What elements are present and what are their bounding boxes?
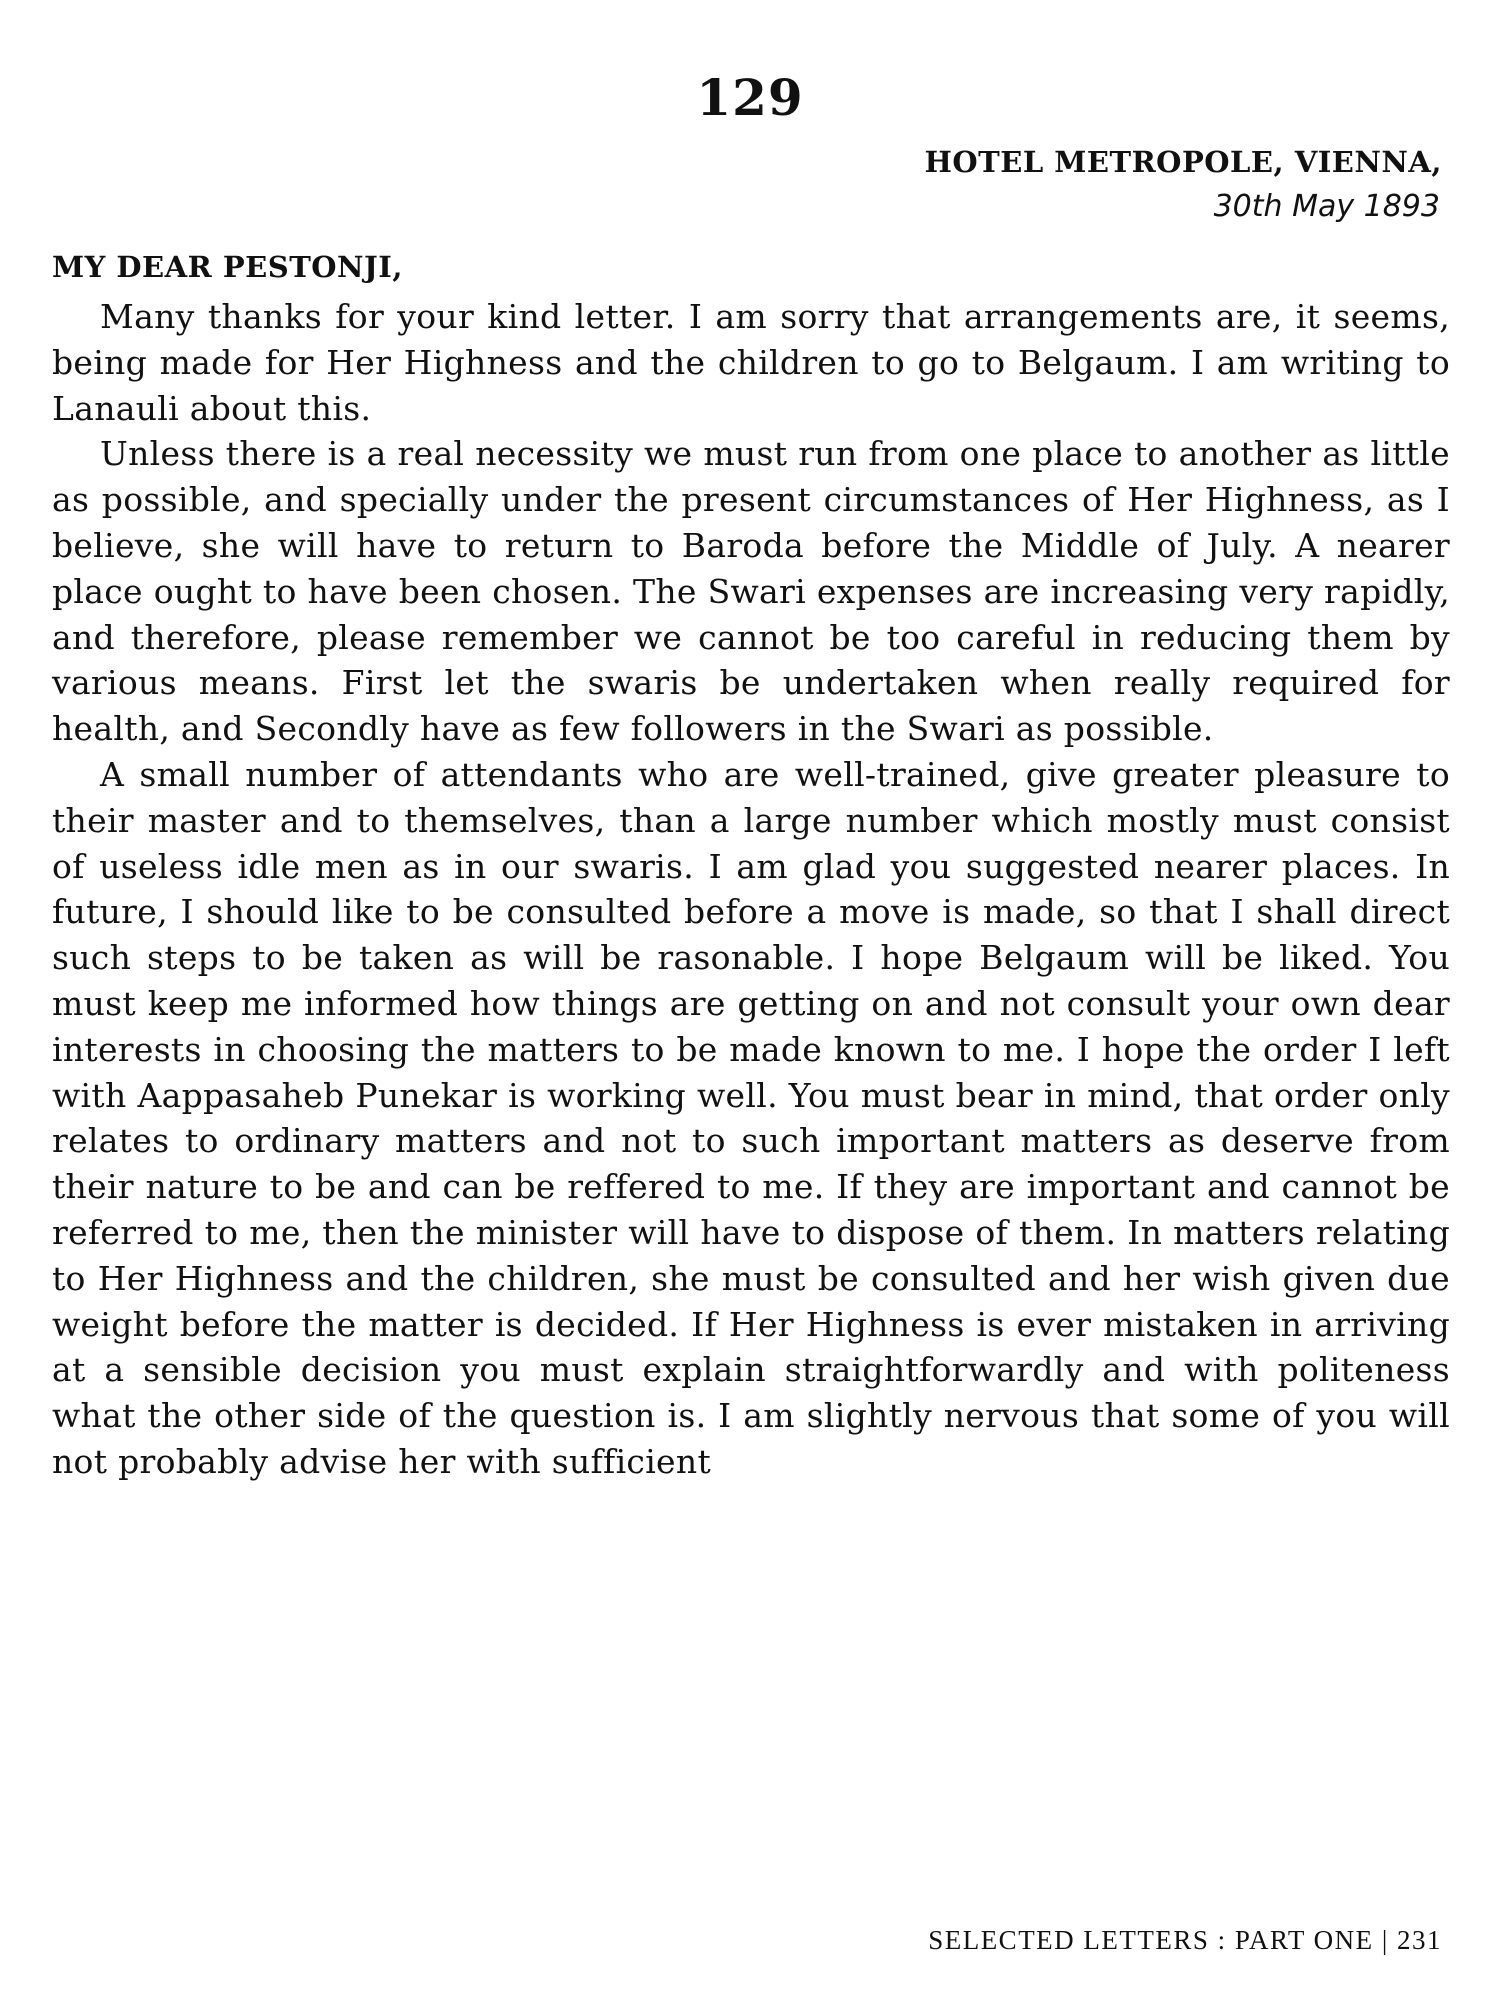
paragraph-2: Unless there is a real necessity we must run from one place to another as little as possible, and specially under the present circumstances of Her Highness, as I believe, she will have to return to Baroda before the Middle of July. A nearer place ought to have been chosen. The Swari expenses are increasing very rapidly, and therefore, please remember we cannot be too careful in reducing them by various means. First let the swaris be undertaken when really required for health, and Secondly have as few followers in the Swari as possible. [52,434,1450,749]
letter-body [52,294,1450,1485]
sender-address: HOTEL METROPOLE, VIENNA, [924,145,1442,179]
salutation: MY DEAR PESTONJI, [52,250,403,284]
letter-number: 129 [696,68,804,127]
paragraph-3: A small number of attendants who are well-trained, give greater pleasure to their master and to themselves, than a large number which mostly must consist of useless idle men as in our swaris. I am glad you suggested nearer places. In future, I should like to be consulted before a move is made, so that I shall direct such steps to be taken as will be rasonable. I hope Belgaum will be liked. You must keep me informed how things are getting on and not consult your own dear interests in choosing the matters to be made known to me. I hope the order I left with Aappasaheb Punekar is working well. You must bear in mind, that order only relates to ordinary matters and not to such important matters as deserve from their nature to be and can be reffered to me. If they are important and cannot be referred to me, then the minister will have to dispose of them. In matters relating to Her Highness and the children, she must be consulted and her wish given due weight before the matter is decided. If Her Highness is ever mistaken in arriving at a sensible decision you must explain straightforwardly and with politeness what the other side of the question is. I am slightly nervous that some of you will not probably advise her with sufficient [52,754,1450,1481]
page-footer: SELECTED LETTERS : PART ONE | 231 [928,1925,1442,1955]
paragraph-1: Many thanks for your kind letter. I am sorry that arrangements are, it seems, being made for Her Highness and the children to go to Belgaum. I am writing to Lanauli about this. [52,297,1450,428]
letter-date: 30th May 1893 [1213,189,1440,224]
